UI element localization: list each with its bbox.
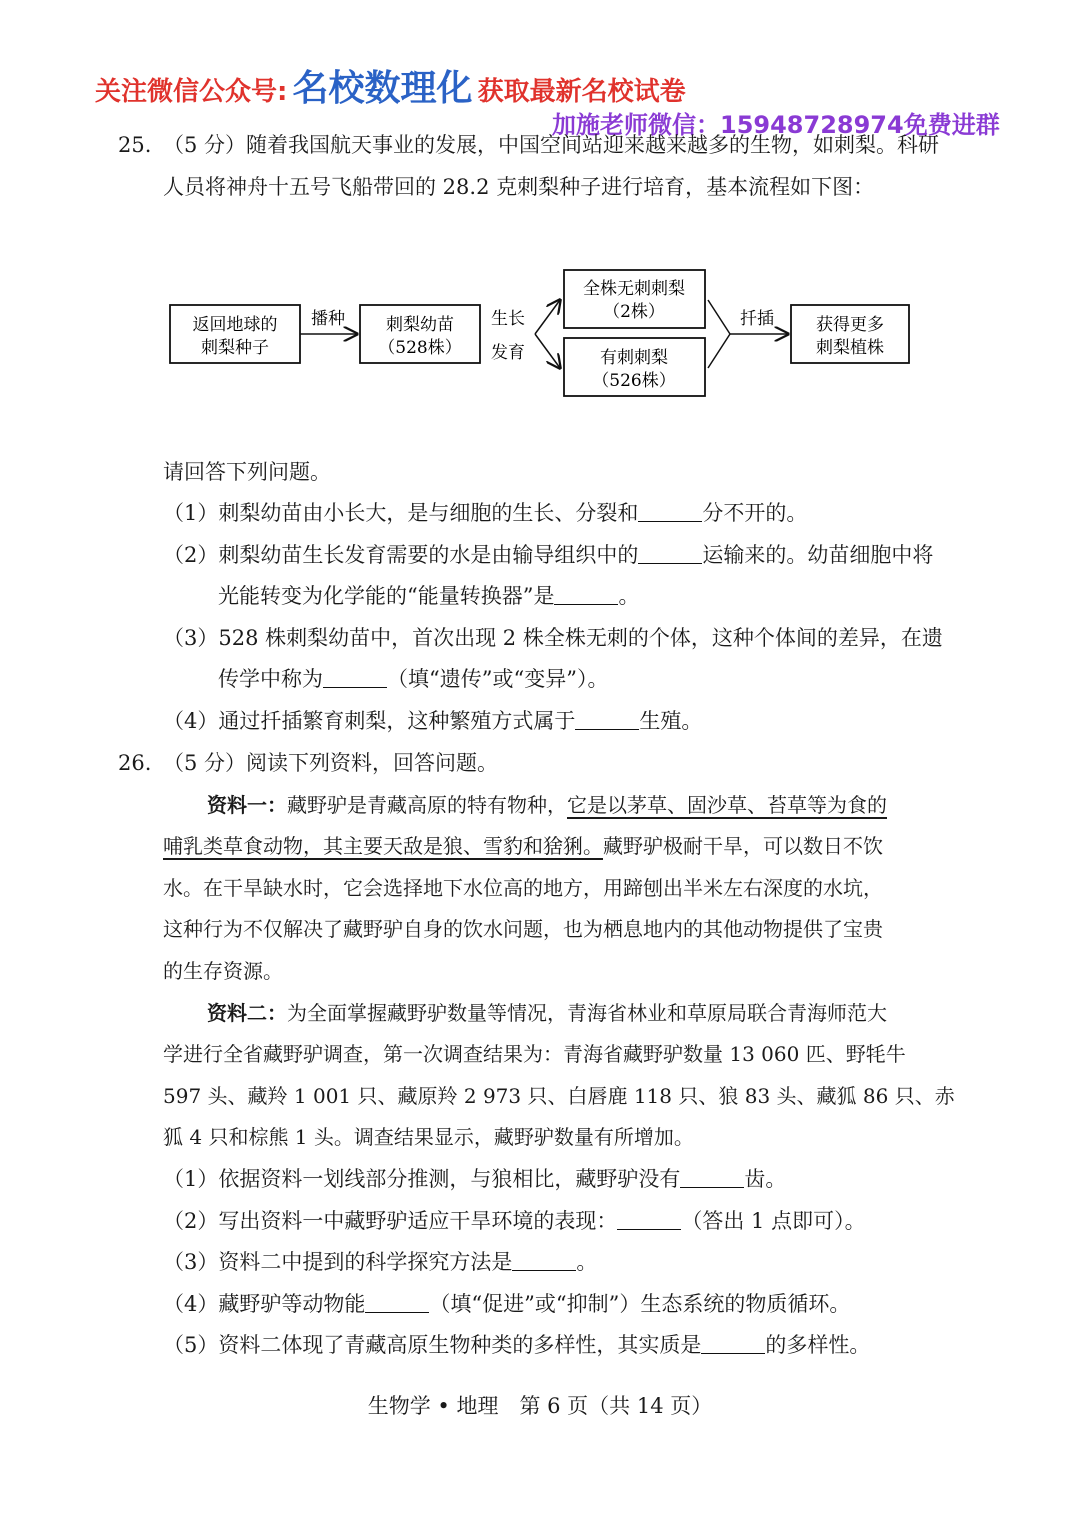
q26-sub5-text-b: 的多样性。	[765, 1333, 871, 1357]
box-thorned-label-1: 有刺刺梨	[600, 348, 668, 368]
q25-sub2-line2	[218, 581, 639, 611]
q25-sub3-line2	[218, 664, 608, 694]
answer-blank[interactable]	[701, 1333, 765, 1354]
page-footer: 生物学 • 地理 第 6 页（共 14 页）	[367, 1394, 713, 1418]
q26-sub3-text-b: 。	[576, 1250, 598, 1274]
answer-blank[interactable]	[554, 584, 618, 605]
watermark-brand: 名校数理化	[292, 68, 473, 109]
q25-sub1-text-a: （1）刺梨幼苗由小长大，是与细胞的生长、分裂和	[163, 501, 639, 525]
q26-material2-line1	[207, 998, 887, 1028]
merge-line-down	[708, 334, 730, 368]
q25-sub2-text-a: （2）刺梨幼苗生长发育需要的水是由输导组织中的	[163, 543, 639, 567]
arrow-grow-label: 生长	[491, 309, 525, 329]
q26-material2-line2: 学进行全省藏野驴调查，第一次调查结果为：青海省藏野驴数量 13 060 匹、野牦牛	[163, 1042, 906, 1066]
material1-text-underlined: 它是以茅草、固沙草、苔草等为食的	[567, 793, 887, 817]
q26-sub3	[163, 1247, 597, 1277]
box-thornless-label-2: （2株）	[603, 302, 665, 322]
q25-sub1	[163, 498, 807, 528]
q26-sub1	[163, 1164, 786, 1194]
box-thorned-label-2: （526株）	[592, 371, 676, 391]
q26-sub4-text-b: （填“促进”或“抑制”）生态系统的物质循环。	[429, 1292, 851, 1316]
q26-material1-line5: 的生存资源。	[163, 959, 283, 983]
q25-sub2	[163, 540, 933, 570]
arrow-develop-label: 发育	[491, 343, 525, 363]
box-seedlings-label-2: （528株）	[378, 338, 462, 358]
q26-material1-line1	[207, 790, 887, 820]
watermark-text-2: 获取最新名校试卷	[477, 77, 686, 107]
answer-blank[interactable]	[323, 667, 387, 688]
merge-line-up	[708, 300, 730, 334]
q26-sub2	[163, 1206, 866, 1236]
q26-stem: （5 分）阅读下列资料，回答问题。	[163, 751, 499, 775]
q26-number: 26.	[118, 751, 152, 775]
answer-blank[interactable]	[575, 709, 639, 730]
q25-sub2-text-c: 光能转变为化学能的“能量转换器”是	[218, 584, 555, 608]
q25-sub2-text-d: 。	[618, 584, 640, 608]
q25-sub3: （3）528 株刺梨幼苗中，首次出现 2 株全株无刺的个体，这种个体间的差异，在遗	[163, 626, 943, 650]
material2-label: 资料二：	[207, 1001, 287, 1025]
q26-sub5-text-a: （5）资料二体现了青藏高原生物种类的多样性，其实质是	[163, 1333, 702, 1357]
watermark-contact: 加施老师微信：15948728974免费进群	[552, 111, 1000, 139]
q25-sub3-text-b: 传学中称为	[218, 667, 323, 691]
box-more-plants-label-1: 获得更多	[816, 315, 884, 335]
arrow-cutting-label: 扦插	[740, 309, 774, 329]
q25-prompt: 请回答下列问题。	[163, 460, 331, 484]
answer-blank[interactable]	[638, 543, 702, 564]
q25-flow-diagram	[160, 260, 930, 410]
q25-sub4	[163, 706, 702, 736]
answer-blank[interactable]	[617, 1209, 681, 1230]
arrow-sow-label: 播种	[311, 309, 345, 329]
box-seeds-label-1: 返回地球的	[192, 315, 278, 335]
watermark-text-1: 关注微信公众号:	[95, 77, 288, 107]
q26-sub4	[163, 1289, 850, 1319]
q26-sub1-text-a: （1）依据资料一划线部分推测，与狼相比，藏野驴没有	[163, 1167, 681, 1191]
q26-sub2-text-a: （2）写出资料一中藏野驴适应干旱环境的表现：	[163, 1209, 618, 1233]
box-seedlings-label-1: 刺梨幼苗	[386, 315, 454, 335]
answer-blank[interactable]	[512, 1250, 576, 1271]
q26-material1-line4: 这种行为不仅解决了藏野驴自身的饮水问题，也为栖息地内的其他动物提供了宝贵	[163, 917, 883, 941]
watermark-banner	[95, 60, 686, 111]
material1-label: 资料一：	[207, 793, 287, 817]
q25-stem-line2: 人员将神舟十五号飞船带回的 28.2 克刺梨种子进行培育，基本流程如下图：	[163, 175, 875, 199]
q26-material2-line3: 597 头、藏羚 1 001 只、藏原羚 2 973 只、白唇鹿 118 只、狼 83 头、藏狐 86 只、赤	[163, 1084, 955, 1108]
material1-text-plain-2: 藏野驴极耐干旱，可以数日不饮	[603, 834, 883, 858]
answer-blank[interactable]	[365, 1292, 429, 1313]
q25-stem-line1: （5 分）随着我国航天事业的发展，中国空间站迎来越来越多的生物，如刺梨。科研	[163, 133, 940, 157]
q26-sub1-text-b: 齿。	[744, 1167, 787, 1191]
q25-number: 25.	[118, 133, 152, 157]
q26-material1-line3: 水。在干旱缺水时，它会选择地下水位高的地方，用蹄刨出半米左右深度的水坑，	[163, 876, 883, 900]
material1-text-plain: 藏野驴是青藏高原的特有物种，	[287, 793, 567, 817]
q25-sub2-text-b: 运输来的。幼苗细胞中将	[702, 543, 934, 567]
arrow-branch-down	[535, 334, 560, 368]
box-thornless-label-1: 全株无刺刺梨	[583, 279, 685, 299]
q26-sub3-text-a: （3）资料二中提到的科学探究方法是	[163, 1250, 513, 1274]
q25-sub4-text-a: （4）通过扦插繁育刺梨，这种繁殖方式属于	[163, 709, 576, 733]
material1-text-underlined-2: 哺乳类草食动物，其主要天敌是狼、雪豹和猞猁。	[163, 834, 603, 858]
q26-sub4-text-a: （4）藏野驴等动物能	[163, 1292, 366, 1316]
answer-blank[interactable]	[638, 501, 702, 522]
q26-sub2-text-b: （答出 1 点即可）。	[681, 1209, 866, 1233]
material2-text: 为全面掌握藏野驴数量等情况，青海省林业和草原局联合青海师范大	[287, 1001, 887, 1025]
q25-sub1-text-b: 分不开的。	[702, 501, 808, 525]
q25-sub4-text-b: 生殖。	[639, 709, 703, 733]
q26-sub5	[163, 1330, 870, 1360]
q26-material1-line2	[163, 831, 883, 861]
box-more-plants-label-2: 刺梨植株	[816, 338, 884, 358]
box-seeds-label-2: 刺梨种子	[201, 338, 269, 358]
q26-material2-line4: 狐 4 只和棕熊 1 头。调查结果显示，藏野驴数量有所增加。	[163, 1125, 694, 1149]
answer-blank[interactable]	[680, 1167, 744, 1188]
q25-sub3-text-c: （填“遗传”或“变异”）。	[387, 667, 609, 691]
arrow-branch-up	[535, 300, 560, 334]
